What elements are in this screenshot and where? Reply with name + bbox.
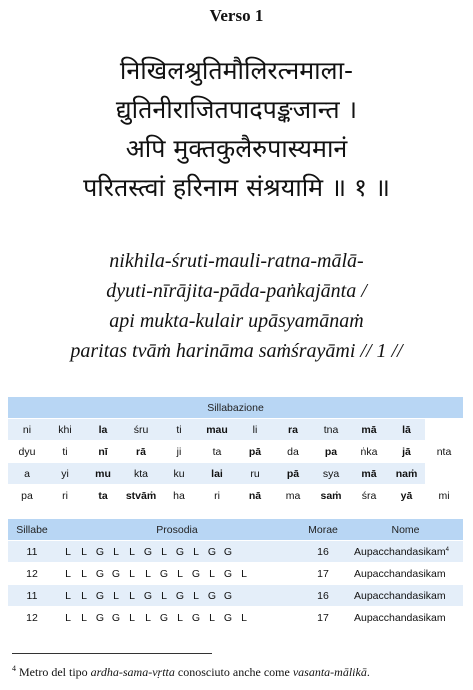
syllable-cell (425, 419, 463, 441)
prosody-pattern (56, 607, 298, 629)
syllable-cell: ha (160, 485, 198, 507)
transliteration-line-1: nikhila-śruti-mauli-ratna-mālā- (109, 250, 364, 272)
footnote (12, 664, 370, 680)
prosody-header-name: Nome (348, 519, 463, 541)
syllable-cell: dyu (8, 441, 46, 463)
prosody-table (8, 519, 463, 629)
syllable-cell: khi (46, 419, 84, 441)
prosody-mark: L (161, 589, 167, 602)
prosody-mark: L (81, 611, 87, 624)
devanagari-line-2: द्युतिनीराजितपादपङ्कजान्त । (115, 95, 358, 124)
prosody-mark: G (175, 589, 185, 602)
meter-name-cell (348, 563, 463, 585)
prosody-mark: L (81, 589, 87, 602)
meter-name: Aupacchandasikam (354, 567, 446, 580)
syllable-cell: rā (122, 441, 160, 463)
devanagari-line-4: परितस्त्वां हरिनाम संश्रयामि ॥ १ ॥ (83, 173, 390, 202)
syllable-count: 12 (8, 607, 56, 629)
syllable-cell: nā (236, 485, 274, 507)
morae-count: 16 (298, 585, 348, 607)
prosody-mark: G (191, 567, 201, 580)
footnote-term-2: vasanta-mālikā (292, 665, 367, 679)
prosody-mark: L (145, 611, 151, 624)
prosody-mark: L (129, 545, 135, 558)
transliteration-line-3: api mukta-kulair upāsyamānaṁ (109, 310, 364, 332)
prosody-mark: L (209, 611, 215, 624)
prosody-mark: G (111, 567, 121, 580)
syllable-cell: pā (274, 463, 312, 485)
prosody-mark: L (113, 545, 119, 558)
footnote-divider (12, 653, 212, 654)
prosody-mark: G (159, 611, 169, 624)
footnote-text-after: . (366, 665, 370, 679)
prosody-mark: L (161, 545, 167, 558)
syllable-cell: ma (274, 485, 312, 507)
prosody-mark: G (143, 589, 153, 602)
syllable-cell: da (274, 441, 312, 463)
prosody-mark: G (223, 611, 233, 624)
devanagari-line-1: निखिलश्रुतिमौलिरत्नमाला- (119, 56, 354, 85)
prosody-mark: L (177, 567, 183, 580)
prosody-row (8, 541, 463, 563)
meter-name: Aupacchandasikam (354, 611, 446, 624)
prosody-mark: L (193, 545, 199, 558)
prosody-mark: L (81, 567, 87, 580)
syllable-count: 11 (8, 541, 56, 563)
syllabification-body (8, 419, 463, 507)
morae-count: 16 (298, 541, 348, 563)
syllable-cell: lai (198, 463, 236, 485)
transliteration-line-4: paritas tvāṁ harināma saṁśrayāmi // 1 // (70, 340, 403, 362)
syllable-cell: ti (46, 441, 84, 463)
syllabification-row (8, 441, 463, 463)
prosody-mark: G (159, 567, 169, 580)
prosody-mark: L (209, 567, 215, 580)
syllable-cell: la (84, 419, 122, 441)
transliteration-line-2: dyuti-nīrājita-pāda-paṅkajānta / (106, 280, 367, 302)
prosody-mark: G (191, 611, 201, 624)
prosody-mark: G (223, 567, 233, 580)
syllable-cell: nī (84, 441, 122, 463)
syllable-cell: lā (388, 419, 425, 441)
syllable-cell: ta (198, 441, 236, 463)
prosody-mark: G (95, 611, 105, 624)
prosody-mark: L (129, 589, 135, 602)
syllabification-row (8, 463, 463, 485)
prosody-mark: L (145, 567, 151, 580)
meter-name-cell (348, 541, 463, 563)
syllable-cell: pā (236, 441, 274, 463)
footnote-text-middle: conosciuto anche come (174, 665, 293, 679)
prosody-body (8, 541, 463, 629)
devanagari-line-3: अपि मुक्तकुलैरुपास्यमानं (125, 134, 348, 163)
syllable-cell: yi (46, 463, 84, 485)
syllable-cell: mau (198, 419, 236, 441)
footnote-number: 4 (12, 664, 16, 673)
syllabification-table (8, 397, 463, 507)
syllabification-row (8, 419, 463, 441)
prosody-row (8, 563, 463, 585)
meter-name-cell (348, 585, 463, 607)
syllable-cell: ri (198, 485, 236, 507)
syllable-cell: ri (46, 485, 84, 507)
syllabification-header: Sillabazione (8, 397, 463, 419)
footnote-ref[interactable]: 4 (445, 546, 449, 553)
meter-name: Aupacchandasikam (354, 589, 446, 602)
prosody-mark: G (95, 567, 105, 580)
prosody-mark: L (113, 589, 119, 602)
footnote-term-1: ardha-sama-vṛtta (90, 665, 175, 679)
syllable-cell: sya (312, 463, 350, 485)
syllabification-row (8, 485, 463, 507)
prosody-mark: G (175, 545, 185, 558)
syllable-cell: ra (274, 419, 312, 441)
syllable-cell: kta (122, 463, 160, 485)
syllable-cell: śra (350, 485, 388, 507)
meter-name-cell (348, 607, 463, 629)
verse-title: Verso 1 (209, 6, 264, 25)
prosody-pattern (56, 563, 298, 585)
prosody-mark: L (65, 611, 71, 624)
prosody-mark: L (65, 567, 71, 580)
prosody-mark: G (111, 611, 121, 624)
syllable-cell: ru (236, 463, 274, 485)
syllable-cell: ni (8, 419, 46, 441)
syllable-cell: jā (388, 441, 425, 463)
prosody-row (8, 585, 463, 607)
syllable-cell: ji (160, 441, 198, 463)
syllable-cell: ta (84, 485, 122, 507)
prosody-mark: L (193, 589, 199, 602)
syllable-cell: mi (425, 485, 463, 507)
syllable-cell: a (8, 463, 46, 485)
syllable-cell: mu (84, 463, 122, 485)
prosody-mark: G (95, 589, 105, 602)
syllable-cell: mā (350, 463, 388, 485)
prosody-mark: L (177, 611, 183, 624)
prosody-mark: L (241, 611, 247, 624)
syllable-count: 12 (8, 563, 56, 585)
syllable-cell: saṁ (312, 485, 350, 507)
prosody-mark: L (241, 567, 247, 580)
prosody-header-morae: Morae (298, 519, 348, 541)
syllable-cell: tna (312, 419, 350, 441)
prosody-mark: L (81, 545, 87, 558)
meter-name: Aupacchandasikam (354, 545, 446, 558)
syllable-cell: stvāṁ (122, 485, 160, 507)
prosody-pattern (56, 585, 298, 607)
prosody-mark: L (65, 589, 71, 602)
syllable-count: 11 (8, 585, 56, 607)
syllable-cell: pa (8, 485, 46, 507)
syllable-cell: ṅka (350, 441, 388, 463)
prosody-mark: G (207, 589, 217, 602)
syllable-cell: ku (160, 463, 198, 485)
syllable-cell: naṁ (388, 463, 425, 485)
syllable-cell (425, 463, 463, 485)
syllable-cell: nta (425, 441, 463, 463)
prosody-mark: G (207, 545, 217, 558)
footnote-text-before: Metro del tipo (16, 665, 91, 679)
prosody-header-syllables: Sillabe (8, 519, 56, 541)
prosody-mark: L (129, 567, 135, 580)
prosody-header-prosody: Prosodia (56, 519, 298, 541)
prosody-mark: G (95, 545, 105, 558)
morae-count: 17 (298, 607, 348, 629)
syllable-cell: li (236, 419, 274, 441)
syllable-cell: mā (350, 419, 388, 441)
morae-count: 17 (298, 563, 348, 585)
prosody-mark: L (129, 611, 135, 624)
prosody-mark: L (65, 545, 71, 558)
prosody-pattern (56, 541, 298, 563)
syllable-cell: śru (122, 419, 160, 441)
syllable-cell: pa (312, 441, 350, 463)
syllable-cell: ti (160, 419, 198, 441)
prosody-row (8, 607, 463, 629)
prosody-mark: G (223, 589, 233, 602)
syllable-cell: yā (388, 485, 425, 507)
prosody-mark: G (143, 545, 153, 558)
prosody-mark: G (223, 545, 233, 558)
